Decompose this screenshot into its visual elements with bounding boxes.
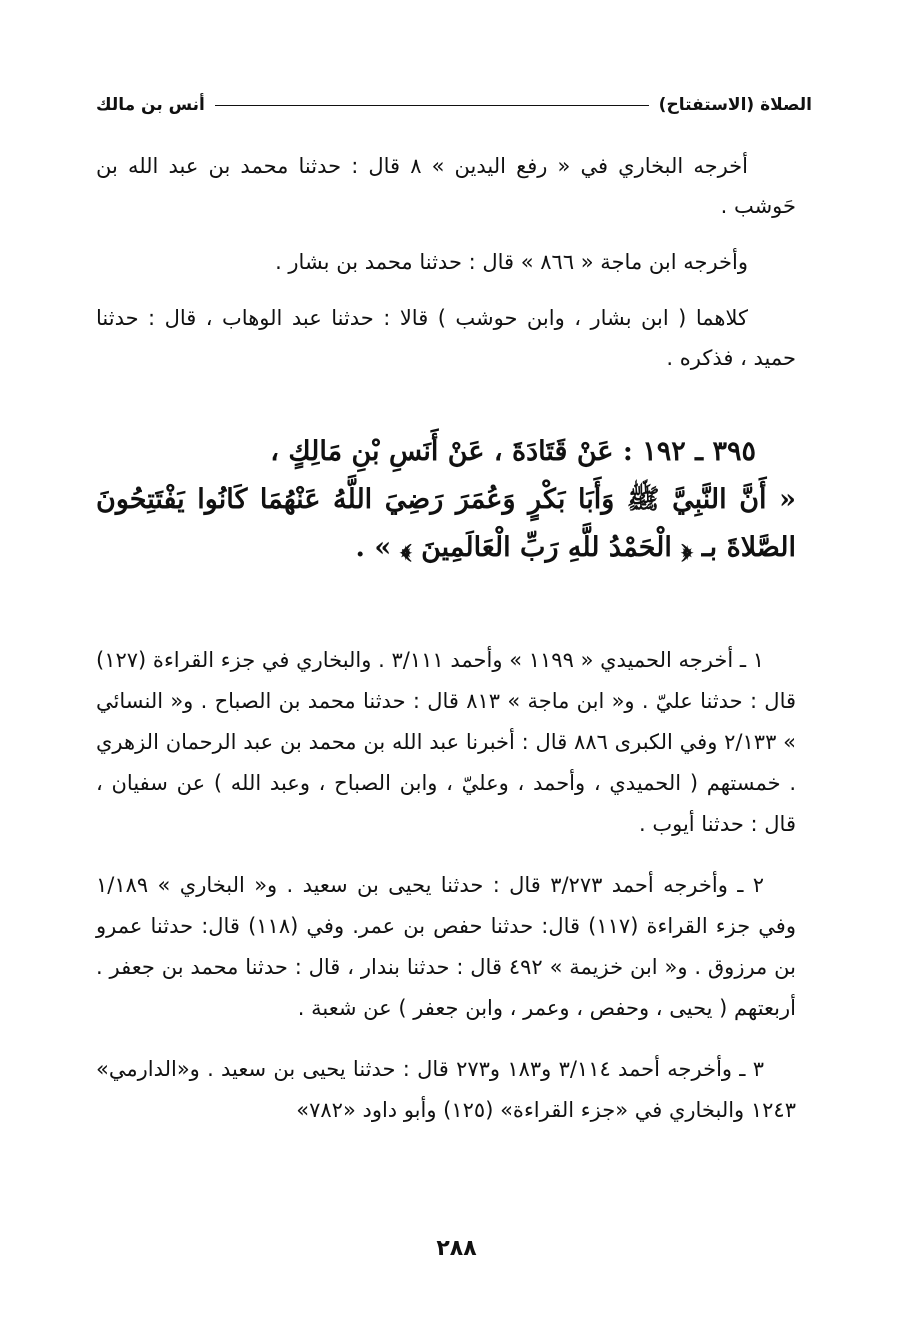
intro-block [96, 146, 796, 378]
footnote-3: ٣ ـ وأخرجه أحمد ٣/١١٤ و١٨٣ و٢٧٣ قال : حدثنا يحيى بن سعيد . و«الدارمي» ١٢٤٣ والبخاري في «جزء القراءة» (١٢٥) وأبو داود «٧٨٢» [96, 1057, 796, 1122]
footnote-1: ١ ـ أخرجه الحميدي « ١١٩٩ » وأحمد ٣/١١١ . والبخاري في جزء القراءة (١٢٧) قال : حدثنا عليّ . و« ابن ماجة » ٨١٣ قال : حدثنا محمد بن الصباح . و« النسائي » ٢/١٣٣ وفي الكبرى ٨٨٦ قال : أخبرنا عبد الله بن محمد بن عبد الرحمان الزهري . خمستهم ( الحميدي ، وأحمد ، وعليّ ، وابن الصباح ، وعبد الله ) عن سفيان ، قال : حدثنا أيوب . [96, 648, 797, 836]
hadith-matn: « أَنَّ النَّبِيَّ ﷺ وَأَبَا بَكْرٍ وَعُمَرَ رَضِيَ اللَّهُ عَنْهُمَا كَانُوا يَفْتَتِحُونَ الصَّلاةَ بـ ﴿ الْحَمْدُ للَّهِ رَبِّ الْعَالَمِينَ ﴾ » . [96, 484, 796, 563]
header-rule [215, 105, 649, 106]
hadith-isnad: ٣٩٥ ـ ١٩٢ : عَنْ قَتَادَةَ ، عَنْ أَنَسِ بْنِ مَالِكٍ ، [270, 436, 756, 467]
intro-paragraph-1: أخرجه البخاري في « رفع اليدين » ٨ قال : حدثنا محمد بن عبد الله بن حَوشب . [96, 154, 796, 218]
intro-paragraph-2: وأخرجه ابن ماجة « ٨٦٦ » قال : حدثنا محمد بن بشار . [275, 250, 748, 274]
running-header [96, 92, 812, 118]
narrator-name: أنس بن مالك [96, 95, 205, 115]
intro-paragraph-3: كلاهما ( ابن بشار ، وابن حوشب ) قالا : حدثنا عبد الوهاب ، قال : حدثنا حميد ، فذكره . [96, 306, 796, 370]
footnotes [96, 640, 796, 1151]
hadith-block [96, 428, 796, 572]
page-number: ٢٨٨ [436, 1236, 477, 1261]
section-title: الصلاة (الاستفتاح) [658, 95, 812, 115]
footnote-2: ٢ ـ وأخرجه أحمد ٣/٢٧٣ قال : حدثنا يحيى بن سعيد . و« البخاري » ١/١٨٩ وفي جزء القراءة (١١٧) قال: حدثنا حفص بن عمر. وفي (١١٨) قال: حدثنا عمرو بن مرزوق . و« ابن خزيمة » ٤٩٢ قال : حدثنا بندار ، قال : حدثنا محمد بن جعفر . أربعتهم ( يحيى ، وحفص ، وعمر ، وابن جعفر ) عن شعبة . [96, 873, 796, 1020]
